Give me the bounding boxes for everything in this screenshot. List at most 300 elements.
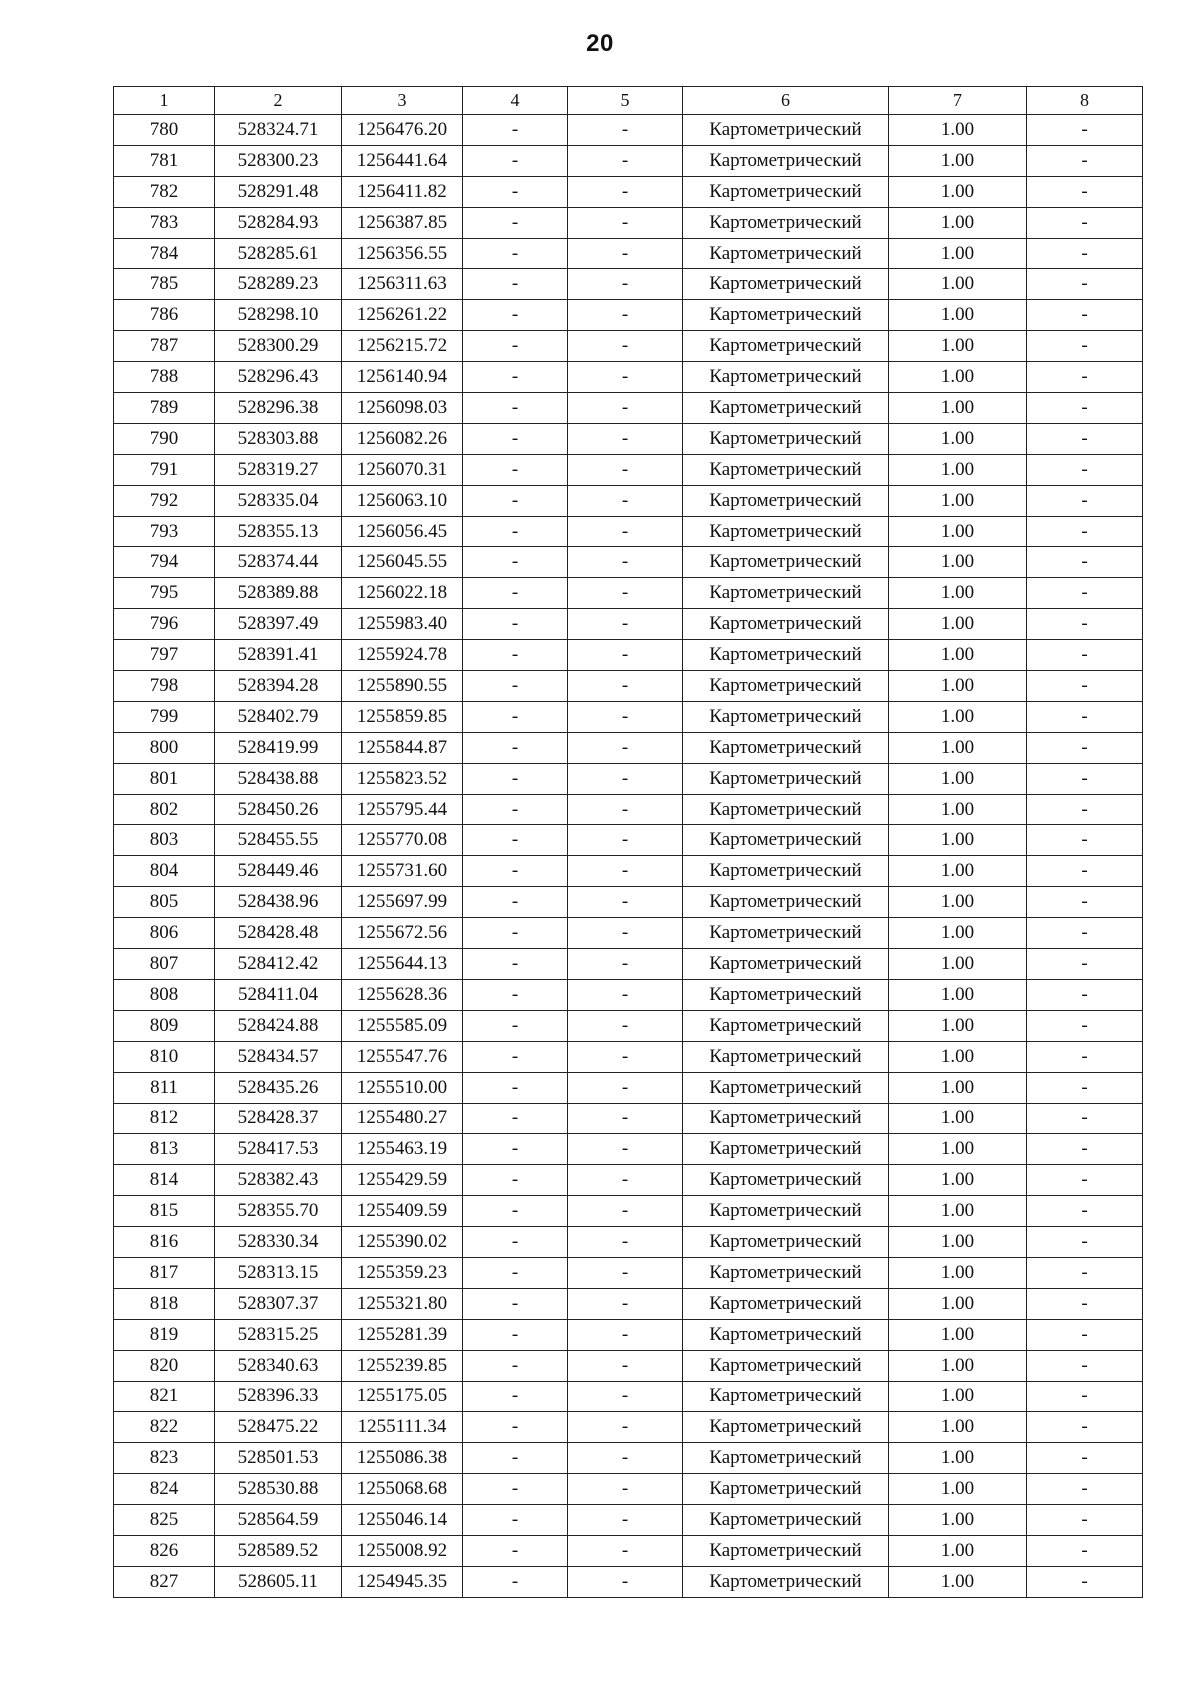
table-row bbox=[114, 362, 1143, 393]
table-cell: - bbox=[1027, 331, 1143, 362]
table-cell: 799 bbox=[114, 701, 215, 732]
table-cell: 1255859.85 bbox=[342, 701, 463, 732]
table-cell: Картометрический bbox=[683, 393, 889, 424]
table-cell: 1255844.87 bbox=[342, 732, 463, 763]
table-cell: - bbox=[1027, 671, 1143, 702]
table-cell: Картометрический bbox=[683, 1443, 889, 1474]
table-row bbox=[114, 331, 1143, 362]
table-cell: - bbox=[1027, 1443, 1143, 1474]
table-cell: - bbox=[1027, 1381, 1143, 1412]
table-cell: 817 bbox=[114, 1257, 215, 1288]
table-cell: - bbox=[1027, 1257, 1143, 1288]
table-cell: 780 bbox=[114, 115, 215, 146]
table-cell: Картометрический bbox=[683, 1381, 889, 1412]
table-body bbox=[114, 115, 1143, 1598]
table-cell: 1256098.03 bbox=[342, 393, 463, 424]
table-cell: 783 bbox=[114, 207, 215, 238]
header-cell: 4 bbox=[463, 87, 568, 115]
table-cell: 1.00 bbox=[889, 979, 1027, 1010]
table-cell: - bbox=[568, 423, 683, 454]
table-cell: - bbox=[568, 1566, 683, 1597]
table-cell: 1255175.05 bbox=[342, 1381, 463, 1412]
table-row bbox=[114, 640, 1143, 671]
table-cell: 806 bbox=[114, 918, 215, 949]
table-cell: 822 bbox=[114, 1412, 215, 1443]
table-cell: 797 bbox=[114, 640, 215, 671]
table-cell: 1.00 bbox=[889, 516, 1027, 547]
table-cell: 808 bbox=[114, 979, 215, 1010]
table-cell: - bbox=[1027, 918, 1143, 949]
table-cell: - bbox=[463, 1288, 568, 1319]
table-cell: 1255644.13 bbox=[342, 949, 463, 980]
table-row bbox=[114, 578, 1143, 609]
table-cell: 528319.27 bbox=[215, 454, 342, 485]
table-cell: 1.00 bbox=[889, 1072, 1027, 1103]
table-cell: 1256045.55 bbox=[342, 547, 463, 578]
table-cell: Картометрический bbox=[683, 1566, 889, 1597]
table-cell: - bbox=[568, 825, 683, 856]
table-cell: 1.00 bbox=[889, 331, 1027, 362]
table-cell: - bbox=[463, 1566, 568, 1597]
table-cell: - bbox=[1027, 1319, 1143, 1350]
table-cell: 1.00 bbox=[889, 547, 1027, 578]
table-cell: 1255390.02 bbox=[342, 1227, 463, 1258]
table-cell: - bbox=[463, 1474, 568, 1505]
table-cell: - bbox=[463, 732, 568, 763]
table-cell: - bbox=[463, 1072, 568, 1103]
table-cell: - bbox=[568, 1288, 683, 1319]
table-cell: - bbox=[568, 300, 683, 331]
table-cell: - bbox=[1027, 1010, 1143, 1041]
table-cell: 528438.96 bbox=[215, 887, 342, 918]
table-row bbox=[114, 1288, 1143, 1319]
table-cell: Картометрический bbox=[683, 887, 889, 918]
table-row bbox=[114, 176, 1143, 207]
table-cell: 825 bbox=[114, 1505, 215, 1536]
table-cell: 1256070.31 bbox=[342, 454, 463, 485]
table-cell: 1.00 bbox=[889, 1196, 1027, 1227]
table-cell: - bbox=[463, 1257, 568, 1288]
table-cell: 1.00 bbox=[889, 1505, 1027, 1536]
table-cell: 1255409.59 bbox=[342, 1196, 463, 1227]
table-cell: 793 bbox=[114, 516, 215, 547]
table-cell: - bbox=[1027, 269, 1143, 300]
table-cell: 1255321.80 bbox=[342, 1288, 463, 1319]
table-cell: Картометрический bbox=[683, 547, 889, 578]
table-cell: 804 bbox=[114, 856, 215, 887]
table-cell: 801 bbox=[114, 763, 215, 794]
table-cell: 528291.48 bbox=[215, 176, 342, 207]
table-cell: 1.00 bbox=[889, 207, 1027, 238]
table-cell: 528530.88 bbox=[215, 1474, 342, 1505]
table-cell: 1255510.00 bbox=[342, 1072, 463, 1103]
table-cell: 1255008.92 bbox=[342, 1535, 463, 1566]
table-cell: - bbox=[568, 1474, 683, 1505]
table-cell: 528438.88 bbox=[215, 763, 342, 794]
table-cell: - bbox=[463, 918, 568, 949]
table-cell: 1.00 bbox=[889, 115, 1027, 146]
table-cell: 1.00 bbox=[889, 1227, 1027, 1258]
table-cell: Картометрический bbox=[683, 331, 889, 362]
table-cell: Картометрический bbox=[683, 763, 889, 794]
table-cell: - bbox=[1027, 516, 1143, 547]
table-cell: - bbox=[1027, 1072, 1143, 1103]
table-cell: 528417.53 bbox=[215, 1134, 342, 1165]
table-cell: 1.00 bbox=[889, 640, 1027, 671]
table-cell: 815 bbox=[114, 1196, 215, 1227]
table-cell: Картометрический bbox=[683, 516, 889, 547]
table-cell: - bbox=[463, 609, 568, 640]
table-cell: 528435.26 bbox=[215, 1072, 342, 1103]
table-cell: - bbox=[463, 578, 568, 609]
table-row bbox=[114, 485, 1143, 516]
table-cell: - bbox=[1027, 1041, 1143, 1072]
table-cell: 798 bbox=[114, 671, 215, 702]
table-cell: 1.00 bbox=[889, 609, 1027, 640]
table-cell: 528589.52 bbox=[215, 1535, 342, 1566]
table-cell: - bbox=[1027, 949, 1143, 980]
table-cell: - bbox=[463, 176, 568, 207]
table-cell: Картометрический bbox=[683, 671, 889, 702]
table-cell: 1.00 bbox=[889, 732, 1027, 763]
table-cell: - bbox=[568, 1072, 683, 1103]
table-header-row bbox=[114, 87, 1143, 115]
table-cell: 1255795.44 bbox=[342, 794, 463, 825]
table-cell: 528324.71 bbox=[215, 115, 342, 146]
table-cell: - bbox=[1027, 1196, 1143, 1227]
table-cell: 528412.42 bbox=[215, 949, 342, 980]
table-cell: 1255239.85 bbox=[342, 1350, 463, 1381]
table-row bbox=[114, 887, 1143, 918]
table-cell: 528391.41 bbox=[215, 640, 342, 671]
table-cell: 1.00 bbox=[889, 1288, 1027, 1319]
table-cell: - bbox=[568, 1010, 683, 1041]
table-cell: Картометрический bbox=[683, 701, 889, 732]
table-cell: Картометрический bbox=[683, 1196, 889, 1227]
table-cell: Картометрический bbox=[683, 1535, 889, 1566]
table-cell: - bbox=[463, 640, 568, 671]
table-cell: 1.00 bbox=[889, 794, 1027, 825]
table-row bbox=[114, 1381, 1143, 1412]
table-cell: - bbox=[463, 1227, 568, 1258]
table-cell: 1255823.52 bbox=[342, 763, 463, 794]
table-cell: - bbox=[568, 145, 683, 176]
table-cell: 528374.44 bbox=[215, 547, 342, 578]
table-cell: Картометрический bbox=[683, 485, 889, 516]
table-cell: 819 bbox=[114, 1319, 215, 1350]
table-cell: - bbox=[568, 1381, 683, 1412]
table-row bbox=[114, 1041, 1143, 1072]
table-cell: 528455.55 bbox=[215, 825, 342, 856]
table-cell: 794 bbox=[114, 547, 215, 578]
table-cell: 792 bbox=[114, 485, 215, 516]
table-cell: 1255890.55 bbox=[342, 671, 463, 702]
header-cell: 2 bbox=[215, 87, 342, 115]
table-cell: - bbox=[463, 825, 568, 856]
table-cell: Картометрический bbox=[683, 1010, 889, 1041]
table-cell: - bbox=[568, 578, 683, 609]
table-cell: - bbox=[463, 794, 568, 825]
table-cell: 1256022.18 bbox=[342, 578, 463, 609]
table-cell: 1.00 bbox=[889, 485, 1027, 516]
table-cell: - bbox=[1027, 1103, 1143, 1134]
table-cell: 528434.57 bbox=[215, 1041, 342, 1072]
table-cell: Картометрический bbox=[683, 454, 889, 485]
table-cell: 814 bbox=[114, 1165, 215, 1196]
table-cell: 1256056.45 bbox=[342, 516, 463, 547]
table-cell: 528450.26 bbox=[215, 794, 342, 825]
table-cell: - bbox=[463, 145, 568, 176]
table-cell: 1255429.59 bbox=[342, 1165, 463, 1196]
table-cell: Картометрический bbox=[683, 640, 889, 671]
table-cell: 1256082.26 bbox=[342, 423, 463, 454]
coordinates-table bbox=[113, 86, 1143, 1598]
table-cell: - bbox=[463, 300, 568, 331]
table-row bbox=[114, 1474, 1143, 1505]
table-cell: 796 bbox=[114, 609, 215, 640]
table-cell: 1.00 bbox=[889, 1010, 1027, 1041]
table-cell: 1255086.38 bbox=[342, 1443, 463, 1474]
table-cell: - bbox=[1027, 454, 1143, 485]
table-cell: 528424.88 bbox=[215, 1010, 342, 1041]
table-cell: 1255547.76 bbox=[342, 1041, 463, 1072]
table-cell: 788 bbox=[114, 362, 215, 393]
table-cell: 1.00 bbox=[889, 1443, 1027, 1474]
table-row bbox=[114, 300, 1143, 331]
table-cell: - bbox=[568, 1103, 683, 1134]
table-row bbox=[114, 269, 1143, 300]
table-row bbox=[114, 1072, 1143, 1103]
table-cell: 1256063.10 bbox=[342, 485, 463, 516]
table-cell: - bbox=[568, 547, 683, 578]
table-cell: Картометрический bbox=[683, 115, 889, 146]
table-cell: Картометрический bbox=[683, 979, 889, 1010]
table-cell: Картометрический bbox=[683, 362, 889, 393]
table-cell: - bbox=[1027, 701, 1143, 732]
table-cell: 528428.48 bbox=[215, 918, 342, 949]
table-cell: 1255585.09 bbox=[342, 1010, 463, 1041]
table-cell: 782 bbox=[114, 176, 215, 207]
table-cell: - bbox=[568, 763, 683, 794]
table-cell: Картометрический bbox=[683, 1103, 889, 1134]
table-cell: 528315.25 bbox=[215, 1319, 342, 1350]
table-cell: - bbox=[463, 763, 568, 794]
table-cell: 1255480.27 bbox=[342, 1103, 463, 1134]
table-row bbox=[114, 1196, 1143, 1227]
table-cell: 812 bbox=[114, 1103, 215, 1134]
table-cell: 781 bbox=[114, 145, 215, 176]
table-cell: - bbox=[568, 1350, 683, 1381]
table-row bbox=[114, 1319, 1143, 1350]
table-cell: 1.00 bbox=[889, 949, 1027, 980]
table-cell: - bbox=[568, 115, 683, 146]
table-cell: - bbox=[1027, 1134, 1143, 1165]
table-cell: 528605.11 bbox=[215, 1566, 342, 1597]
table-row bbox=[114, 1227, 1143, 1258]
table-row bbox=[114, 732, 1143, 763]
table-cell: Картометрический bbox=[683, 423, 889, 454]
table-cell: - bbox=[1027, 732, 1143, 763]
table-row bbox=[114, 979, 1143, 1010]
table-cell: - bbox=[463, 393, 568, 424]
table-cell: 1.00 bbox=[889, 701, 1027, 732]
table-cell: 528298.10 bbox=[215, 300, 342, 331]
table-cell: - bbox=[568, 856, 683, 887]
header-cell: 5 bbox=[568, 87, 683, 115]
table-cell: Картометрический bbox=[683, 856, 889, 887]
table-cell: 1254945.35 bbox=[342, 1566, 463, 1597]
table-cell: - bbox=[1027, 794, 1143, 825]
header-cell: 3 bbox=[342, 87, 463, 115]
table-cell: 1255924.78 bbox=[342, 640, 463, 671]
table-cell: 785 bbox=[114, 269, 215, 300]
table-row bbox=[114, 454, 1143, 485]
table-cell: 1.00 bbox=[889, 1134, 1027, 1165]
header-cell: 8 bbox=[1027, 87, 1143, 115]
table-cell: 1255281.39 bbox=[342, 1319, 463, 1350]
table-cell: 1255672.56 bbox=[342, 918, 463, 949]
table-cell: Картометрический bbox=[683, 732, 889, 763]
table-cell: 1256356.55 bbox=[342, 238, 463, 269]
table-cell: 820 bbox=[114, 1350, 215, 1381]
table-cell: 818 bbox=[114, 1288, 215, 1319]
table-cell: - bbox=[568, 701, 683, 732]
table-cell: - bbox=[463, 979, 568, 1010]
table-cell: 1.00 bbox=[889, 454, 1027, 485]
table-cell: 1256476.20 bbox=[342, 115, 463, 146]
table-cell: Картометрический bbox=[683, 1072, 889, 1103]
table-cell: - bbox=[463, 331, 568, 362]
table-cell: 528394.28 bbox=[215, 671, 342, 702]
table-cell: 528340.63 bbox=[215, 1350, 342, 1381]
table-cell: - bbox=[463, 1196, 568, 1227]
table-row bbox=[114, 1350, 1143, 1381]
table-cell: 1.00 bbox=[889, 1474, 1027, 1505]
table-cell: - bbox=[463, 485, 568, 516]
table-cell: - bbox=[568, 609, 683, 640]
table-cell: 528397.49 bbox=[215, 609, 342, 640]
table-cell: - bbox=[1027, 609, 1143, 640]
table-cell: Картометрический bbox=[683, 238, 889, 269]
table-cell: - bbox=[568, 1041, 683, 1072]
table-row bbox=[114, 1134, 1143, 1165]
table-cell: Картометрический bbox=[683, 825, 889, 856]
table-cell: 1.00 bbox=[889, 393, 1027, 424]
table-cell: - bbox=[463, 1505, 568, 1536]
table-row bbox=[114, 825, 1143, 856]
table-cell: 528355.13 bbox=[215, 516, 342, 547]
table-cell: Картометрический bbox=[683, 1257, 889, 1288]
table-cell: - bbox=[463, 1319, 568, 1350]
table-cell: 803 bbox=[114, 825, 215, 856]
table-cell: 826 bbox=[114, 1535, 215, 1566]
table-cell: 528419.99 bbox=[215, 732, 342, 763]
table-cell: - bbox=[1027, 362, 1143, 393]
table-cell: - bbox=[1027, 1505, 1143, 1536]
table-cell: 1255463.19 bbox=[342, 1134, 463, 1165]
table-cell: - bbox=[1027, 1288, 1143, 1319]
table-cell: Картометрический bbox=[683, 794, 889, 825]
table-cell: - bbox=[1027, 1227, 1143, 1258]
table-cell: 790 bbox=[114, 423, 215, 454]
table-cell: 1255697.99 bbox=[342, 887, 463, 918]
table-cell: - bbox=[568, 1412, 683, 1443]
table-cell: Картометрический bbox=[683, 578, 889, 609]
table-cell: 528289.23 bbox=[215, 269, 342, 300]
table-cell: 528303.88 bbox=[215, 423, 342, 454]
table-cell: 805 bbox=[114, 887, 215, 918]
table-cell: - bbox=[568, 1319, 683, 1350]
table-row bbox=[114, 1010, 1143, 1041]
table-cell: - bbox=[1027, 1535, 1143, 1566]
table-cell: - bbox=[463, 362, 568, 393]
table-cell: 1256441.64 bbox=[342, 145, 463, 176]
table-cell: 1.00 bbox=[889, 362, 1027, 393]
table-cell: 1.00 bbox=[889, 763, 1027, 794]
table-cell: 1255731.60 bbox=[342, 856, 463, 887]
table-cell: 528296.43 bbox=[215, 362, 342, 393]
table-cell: - bbox=[463, 269, 568, 300]
table-row bbox=[114, 1535, 1143, 1566]
table-cell: - bbox=[1027, 485, 1143, 516]
table-cell: - bbox=[463, 238, 568, 269]
table-row bbox=[114, 856, 1143, 887]
table-cell: - bbox=[568, 1227, 683, 1258]
table-cell: 1255770.08 bbox=[342, 825, 463, 856]
table-cell: 1255628.36 bbox=[342, 979, 463, 1010]
table-cell: - bbox=[463, 949, 568, 980]
table-cell: - bbox=[568, 1535, 683, 1566]
table-cell: 1255983.40 bbox=[342, 609, 463, 640]
table-cell: Картометрический bbox=[683, 918, 889, 949]
table-cell: - bbox=[568, 516, 683, 547]
table-row bbox=[114, 423, 1143, 454]
table-row bbox=[114, 516, 1143, 547]
table-row bbox=[114, 701, 1143, 732]
table-cell: 528284.93 bbox=[215, 207, 342, 238]
table-cell: Картометрический bbox=[683, 300, 889, 331]
table-row bbox=[114, 609, 1143, 640]
table-cell: 813 bbox=[114, 1134, 215, 1165]
table-cell: - bbox=[1027, 145, 1143, 176]
table-cell: 1.00 bbox=[889, 1319, 1027, 1350]
table-cell: - bbox=[568, 269, 683, 300]
table-cell: - bbox=[1027, 979, 1143, 1010]
table-cell: Картометрический bbox=[683, 1041, 889, 1072]
table-cell: - bbox=[568, 362, 683, 393]
table-cell: 787 bbox=[114, 331, 215, 362]
table-cell: - bbox=[463, 1134, 568, 1165]
table-cell: 807 bbox=[114, 949, 215, 980]
table-cell: 1.00 bbox=[889, 300, 1027, 331]
table-cell: - bbox=[463, 1535, 568, 1566]
table-cell: - bbox=[1027, 856, 1143, 887]
table-row bbox=[114, 1443, 1143, 1474]
table-cell: - bbox=[568, 1443, 683, 1474]
table-cell: 823 bbox=[114, 1443, 215, 1474]
table-cell: - bbox=[463, 1412, 568, 1443]
table-cell: 816 bbox=[114, 1227, 215, 1258]
table-cell: - bbox=[568, 979, 683, 1010]
table-cell: 1255046.14 bbox=[342, 1505, 463, 1536]
table-cell: - bbox=[568, 794, 683, 825]
table-cell: 1256411.82 bbox=[342, 176, 463, 207]
table-row bbox=[114, 145, 1143, 176]
table-cell: 1.00 bbox=[889, 918, 1027, 949]
table-cell: - bbox=[568, 331, 683, 362]
table-cell: 1.00 bbox=[889, 1257, 1027, 1288]
table-cell: - bbox=[463, 516, 568, 547]
